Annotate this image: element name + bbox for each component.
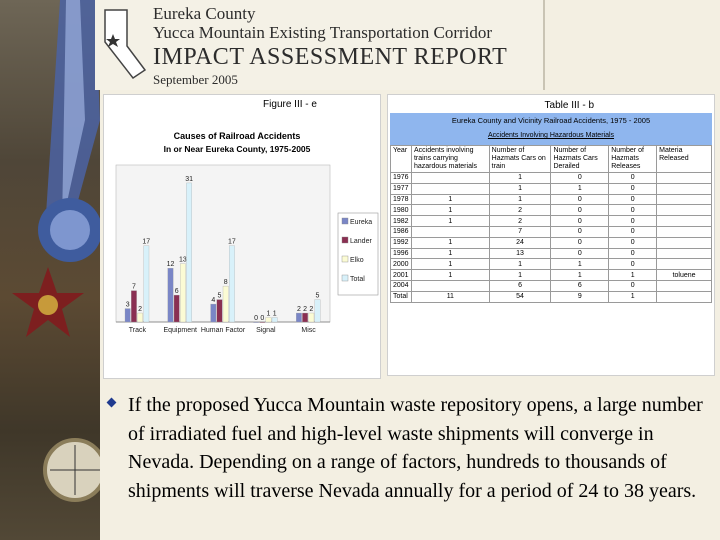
table-header-cell: Accidents involving trains carrying hazardous materials [411,146,489,173]
table-cell: 9 [551,291,609,302]
table-row [391,205,712,216]
legend-label: Elko [350,257,364,264]
table-header-row [391,146,712,173]
table-row [391,216,712,227]
table-cell: 0 [609,280,657,291]
railroad-accidents-chart [104,95,380,378]
table-cell: 0 [609,237,657,248]
bar [266,318,271,322]
bullet-text: If the proposed Yucca Mountain waste repository opens, a large number of irradiated fuel and high-level waste shipments will converge in Nevada. Depending on a range of factors, hundreds to thousands of shipments will traverse Nevada annually for a period of 24 to 38 years. [128,394,703,502]
data-label: 17 [228,238,236,246]
table-cell: 1 [489,173,551,184]
legend-label: Total [350,276,365,283]
bar [180,264,185,322]
bar [309,313,314,322]
table-cell: 1 [551,183,609,194]
table-cell: 1980 [391,205,412,216]
table-cell [657,237,712,248]
table-header-cell: Materia Released [657,146,712,173]
bar [223,286,228,322]
table-cell: 1 [411,259,489,270]
bar [144,246,149,322]
table-cell [657,194,712,205]
data-label: 2 [303,306,308,314]
table-cell: 7 [489,226,551,237]
table-cell [657,216,712,227]
table-cell [657,248,712,259]
table-row [391,194,712,205]
hazmat-table [390,145,712,303]
legend-label: Lander [350,238,372,245]
table-cell: 2001 [391,270,412,281]
report-date: September 2005 [153,72,238,87]
bar [125,309,130,322]
table-cell: 1992 [391,237,412,248]
bar [302,313,307,322]
table-header-cell: Number of Hazmats Releases [609,146,657,173]
table-cell: 1 [609,291,657,302]
table-cell: 54 [489,291,551,302]
table-cell: 0 [551,216,609,227]
table-cell: 24 [489,237,551,248]
table-header-cell: Number of Hazmats Cars on train [489,146,551,173]
table-cell [657,205,712,216]
bar [211,304,216,322]
bar [217,300,222,322]
table-row [391,291,712,302]
table-cell [411,280,489,291]
table-cell: 1 [489,259,551,270]
bar [186,183,191,322]
data-label: 2 [309,306,314,314]
table-cell [411,173,489,184]
table-cell: 1978 [391,194,412,205]
data-label: 0 [254,315,259,322]
data-label: 1 [272,310,277,318]
data-label: 6 [174,288,179,296]
report-title: IMPACT ASSESSMENT REPORT [153,44,508,70]
table-cell: 0 [609,226,657,237]
table-cell: 1 [551,270,609,281]
data-label: 13 [179,256,187,264]
nevada-map-icon [103,8,147,80]
table-cell: 6 [489,280,551,291]
table-cell: 0 [551,194,609,205]
table-title-block [390,113,712,145]
report-banner [95,0,545,90]
table-cell: 0 [551,248,609,259]
data-label: 1 [266,310,271,318]
table-header-cell: Number of Hazmats Cars Derailed [551,146,609,173]
table-cell: 0 [551,173,609,184]
chart-panel [103,94,381,379]
chart-subtitle: In or Near Eureka County, 1975-2005 [163,144,311,154]
table-row [391,173,712,184]
data-label: 7 [131,283,136,291]
table-cell: 1986 [391,226,412,237]
table-cell [411,183,489,194]
table-cell: 1 [489,270,551,281]
table-row [391,259,712,270]
table-cell [657,280,712,291]
table-row [391,248,712,259]
data-label: 17 [142,238,151,246]
table-cell: 1977 [391,183,412,194]
table-header-cell: Year [391,146,412,173]
data-label: 5 [315,292,320,300]
table-cell: 0 [551,226,609,237]
table-cell [657,173,712,184]
table-cell: 0 [609,259,657,270]
table-row [391,270,712,281]
table-cell: 1 [411,194,489,205]
table-row [391,237,712,248]
table-row [391,183,712,194]
figure-label: Figure III - e [263,99,317,110]
legend-label: Eureka [350,219,373,226]
data-label: 5 [217,292,222,300]
decorative-background [0,0,100,540]
data-label: 12 [166,261,175,269]
table-cell: 1 [489,183,551,194]
data-label: 4 [211,297,216,305]
table-cell: 2 [489,216,551,227]
bar [260,322,265,323]
bar [174,295,179,322]
diamond-bullet-icon [107,398,117,408]
bar [272,318,277,322]
table-cell: 0 [609,183,657,194]
table-row [391,226,712,237]
medal-illustration [0,0,100,540]
table-cell [657,226,712,237]
table-cell: 1 [411,237,489,248]
table-cell: 2000 [391,259,412,270]
table-cell [657,183,712,194]
legend-swatch [342,237,348,243]
legend-swatch [342,275,348,281]
table-cell: 1 [551,259,609,270]
bar [253,322,258,323]
x-tick-label: Track [128,327,147,334]
table-cell: 1 [489,194,551,205]
table-cell: 2004 [391,280,412,291]
bar [229,246,234,322]
data-label: 8 [223,279,228,287]
table-cell: 1 [411,270,489,281]
table-cell: toluene [657,270,712,281]
table-cell: 0 [551,237,609,248]
data-label: 31 [185,175,193,183]
table-cell: 13 [489,248,551,259]
table-cell [657,291,712,302]
table-cell: 0 [609,194,657,205]
county-name: Eureka County [153,4,256,23]
legend-swatch [342,218,348,224]
table-cell: 0 [609,205,657,216]
x-tick-label: Human Factor [200,327,246,334]
bar [168,268,173,322]
table-cell: 0 [609,173,657,184]
table-cell: Total [391,291,412,302]
legend-swatch [342,256,348,262]
table-cell: 1 [411,216,489,227]
table-cell: 1996 [391,248,412,259]
table-row [391,280,712,291]
report-subtitle: Yucca Mountain Existing Transportation Corridor [153,23,493,42]
x-tick-label: Equipment [163,327,197,334]
table-label: Table III - b [544,100,594,111]
data-label: 0 [260,315,265,322]
table-panel [387,94,715,376]
data-label: 3 [125,301,130,309]
table-cell [411,226,489,237]
bar [131,291,136,322]
x-tick-label: Misc [301,327,316,334]
bar [296,313,301,322]
table-cell: 1 [609,270,657,281]
x-tick-label: Signal [256,327,276,334]
table-cell: 0 [551,205,609,216]
table-cell [657,259,712,270]
bullet-point [108,391,714,505]
chart-title: Causes of Railroad Accidents [173,131,301,141]
table-cell: 1976 [391,173,412,184]
table-cell: 1 [411,205,489,216]
bar [137,313,142,322]
table-cell: 0 [609,216,657,227]
table-cell: 6 [551,280,609,291]
table-cell: 11 [411,291,489,302]
table-cell: 1 [411,248,489,259]
table-cell: 2 [489,205,551,216]
data-label: 2 [296,306,301,314]
table-cell: 0 [609,248,657,259]
table-subtitle: Accidents Involving Hazardous Materials [487,132,615,139]
table-title: Eureka County and Vicinity Railroad Accidents, 1975 - 2005 [451,116,651,125]
bar [315,300,320,322]
data-label: 2 [138,306,143,314]
table-cell: 1982 [391,216,412,227]
